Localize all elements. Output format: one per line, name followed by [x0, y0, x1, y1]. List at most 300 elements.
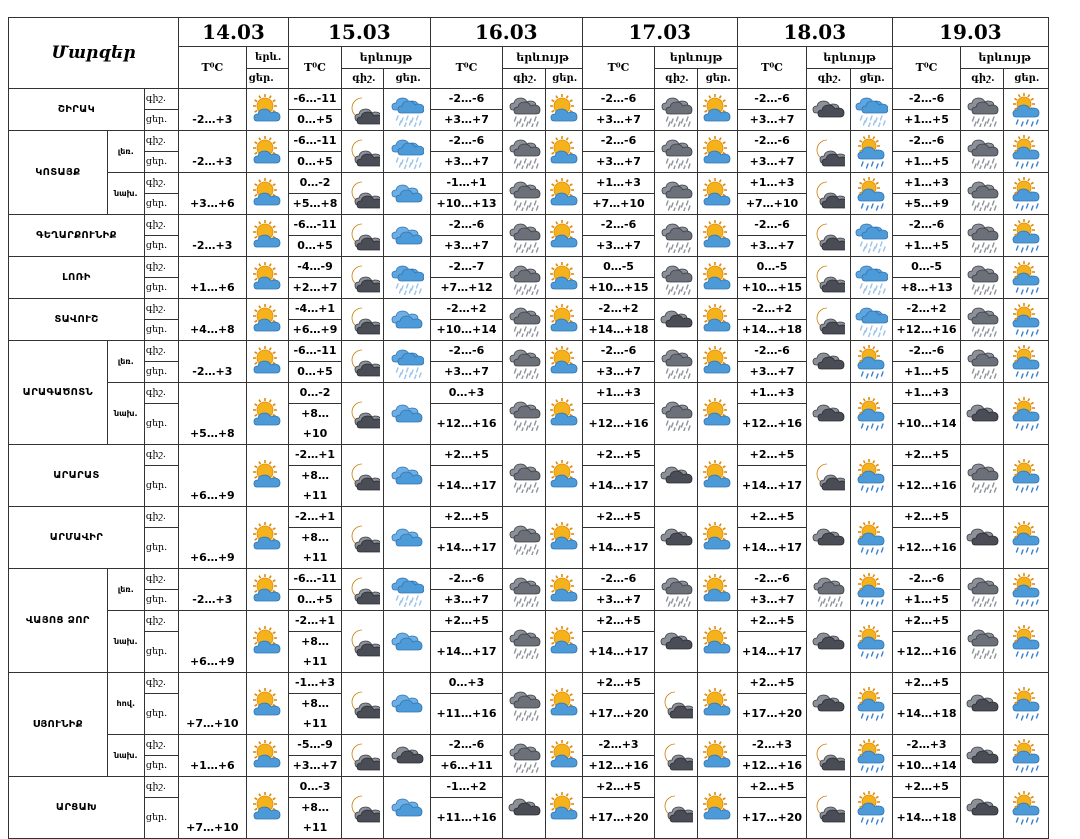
night-temperature: -1…+1 — [430, 173, 502, 194]
region-name: ԱՐՄԱՎԻՐ — [9, 507, 145, 569]
day-temperature: 0…+5 — [288, 236, 341, 257]
night-label: գիշ. — [144, 777, 178, 798]
snow-cloud-icon — [503, 507, 545, 569]
date-header: 19.03 — [892, 18, 1048, 47]
night-temperature: -2…-6 — [737, 131, 806, 152]
day-temperature: +14…+17 — [582, 466, 654, 507]
night-temperature: +1…+3 — [582, 173, 654, 194]
partly-sunny-icon — [246, 257, 288, 299]
night-header: գիշ. — [961, 69, 1003, 89]
day-temperature: +10…+14 — [892, 756, 960, 777]
temp-header: T⁰C — [288, 47, 341, 89]
moon-cloud-icon — [655, 735, 697, 777]
moon-cloud-icon — [807, 173, 850, 215]
night-temperature: +2…+5 — [582, 507, 654, 528]
night-temperature: -2…-6 — [737, 215, 806, 236]
forecast-row — [9, 673, 1049, 694]
day-temperature: +8…+10 — [288, 404, 341, 445]
moon-cloud-icon — [342, 673, 384, 735]
day-temperature: +17…+20 — [737, 798, 806, 839]
snow-cloud-icon — [503, 383, 545, 445]
day-temperature: +12…+16 — [582, 756, 654, 777]
night-temperature: -4…+1 — [288, 299, 341, 320]
forecast-row — [9, 257, 1049, 278]
dark-cloud-icon — [961, 735, 1003, 777]
region-name: ԿՈՏԱՅՔ — [9, 131, 108, 215]
snow-cloud-icon — [503, 131, 545, 173]
night-temperature: -2…-6 — [737, 569, 806, 590]
region-subarea: հով. — [107, 673, 144, 735]
day-temperature: +17…+20 — [582, 694, 654, 735]
day-header: ցեր. — [545, 69, 582, 89]
night-temperature: +1…+3 — [737, 383, 806, 404]
partly-sunny-icon — [246, 445, 288, 507]
forecast-row — [9, 215, 1049, 236]
temperature-value: +6…+9 — [179, 611, 246, 673]
partly-sunny-icon — [697, 777, 737, 839]
night-temperature: -2…+3 — [737, 735, 806, 756]
day-label: ցեր. — [144, 590, 178, 611]
night-temperature: -2…-6 — [582, 341, 654, 362]
day-temperature: +12…+16 — [892, 632, 960, 673]
partly-sunny-icon — [697, 569, 737, 611]
partly-sunny-icon — [697, 257, 737, 299]
night-temperature: -6…-11 — [288, 569, 341, 590]
region-subarea: նախ. — [107, 611, 144, 673]
weather-header: երևույթ — [342, 47, 431, 69]
snow-cloud-icon — [503, 257, 545, 299]
day-header: ցեր. — [384, 69, 430, 89]
sun-rain-icon — [850, 673, 892, 735]
snow-cloud-icon — [961, 173, 1003, 215]
day-temperature: +14…+17 — [737, 466, 806, 507]
moon-cloud-icon — [342, 569, 384, 611]
day-temperature: +14…+17 — [430, 632, 502, 673]
day-temperature: +17…+20 — [582, 798, 654, 839]
sun-rain-icon — [1003, 569, 1048, 611]
day-temperature: +8…+11 — [288, 694, 341, 735]
day-temperature: +3…+7 — [430, 362, 502, 383]
snow-cloud-icon — [961, 257, 1003, 299]
day-header: ցեր. — [697, 69, 737, 89]
temperature-value: -2…+3 — [179, 131, 246, 173]
day-label: ցեր. — [144, 362, 178, 383]
day-temperature: +14…+18 — [582, 320, 654, 341]
dark-cloud-icon — [655, 299, 697, 341]
night-temperature: -6…-11 — [288, 215, 341, 236]
partly-sunny-icon — [697, 341, 737, 383]
moon-cloud-icon — [807, 735, 850, 777]
night-temperature: -2…-6 — [582, 569, 654, 590]
night-header: գիշ. — [342, 69, 384, 89]
night-temperature: -2…-7 — [430, 257, 502, 278]
dark-cloud-icon — [807, 507, 850, 569]
day-temperature: +3…+7 — [582, 110, 654, 131]
night-temperature: 0…-5 — [582, 257, 654, 278]
night-temperature: -2…-6 — [892, 215, 960, 236]
day-temperature: 0…+5 — [288, 152, 341, 173]
day-temperature: +10…+14 — [892, 404, 960, 445]
rain-cloud-icon — [384, 341, 430, 383]
partly-sunny-icon — [246, 777, 288, 839]
temp-header: T⁰C — [892, 47, 960, 89]
night-label: գիշ. — [144, 257, 178, 278]
snow-cloud-icon — [655, 383, 697, 445]
night-temperature: -1…+2 — [430, 777, 502, 798]
temperature-value: +1…+6 — [179, 257, 246, 299]
night-temperature: 0…-2 — [288, 383, 341, 404]
region-name: ԳԵՂԱՐՔՈՒՆԻՔ — [9, 215, 145, 257]
moon-cloud-icon — [342, 215, 384, 257]
night-temperature: -2…-6 — [430, 131, 502, 152]
temperature-value: -2…+3 — [179, 569, 246, 611]
rain-cloud-icon — [384, 569, 430, 611]
region-subarea: նախ. — [107, 735, 144, 777]
rain-cloud-icon — [850, 257, 892, 299]
day-header: ցեր. — [246, 69, 288, 89]
partly-sunny-icon — [545, 341, 582, 383]
blue-cloud-icon — [384, 445, 430, 507]
regions-header: Մարզեր — [9, 18, 179, 89]
day-label: ցեր. — [144, 798, 178, 839]
rain-cloud-icon — [384, 89, 430, 131]
partly-sunny-icon — [697, 735, 737, 777]
partly-sunny-icon — [697, 89, 737, 131]
moon-cloud-icon — [342, 507, 384, 569]
day-temperature: +17…+20 — [737, 694, 806, 735]
sun-rain-icon — [1003, 299, 1048, 341]
temp-header: T⁰C — [179, 47, 246, 89]
region-subarea: լեռ. — [107, 131, 144, 173]
moon-cloud-icon — [655, 777, 697, 839]
partly-sunny-icon — [545, 445, 582, 507]
temp-header: T⁰C — [430, 47, 502, 89]
night-temperature: -2…-6 — [892, 569, 960, 590]
night-label: գիշ. — [144, 299, 178, 320]
partly-sunny-icon — [246, 341, 288, 383]
partly-sunny-icon — [697, 445, 737, 507]
weather-header: երև. — [246, 47, 288, 69]
day-temperature: +10…+14 — [430, 320, 502, 341]
night-temperature: -6…-11 — [288, 341, 341, 362]
forecast-row — [9, 173, 1049, 194]
dark-cloud-icon — [503, 777, 545, 839]
partly-sunny-icon — [545, 215, 582, 257]
day-temperature: +6…+9 — [288, 320, 341, 341]
dark-cloud-icon — [807, 341, 850, 383]
partly-sunny-icon — [697, 299, 737, 341]
forecast-row — [9, 507, 1049, 528]
day-temperature: +14…+17 — [582, 632, 654, 673]
sun-rain-icon — [1003, 341, 1048, 383]
night-temperature: -2…-6 — [430, 569, 502, 590]
night-label: գիշ. — [144, 673, 178, 694]
day-label: ցեր. — [144, 466, 178, 507]
forecast-row — [9, 131, 1049, 152]
temperature-value: +7…+10 — [179, 777, 246, 839]
partly-sunny-icon — [545, 173, 582, 215]
partly-sunny-icon — [545, 673, 582, 735]
sun-rain-icon — [1003, 507, 1048, 569]
moon-cloud-icon — [342, 341, 384, 383]
dark-cloud-icon — [655, 507, 697, 569]
temperature-value: +5…+8 — [179, 383, 246, 445]
night-temperature: +2…+5 — [430, 445, 502, 466]
day-temperature: +5…+9 — [892, 194, 960, 215]
region-name: ԱՐԱՐԱՏ — [9, 445, 145, 507]
day-temperature: +3…+7 — [430, 110, 502, 131]
forecast-row — [9, 569, 1049, 590]
partly-sunny-icon — [697, 507, 737, 569]
sun-rain-icon — [850, 173, 892, 215]
date-header: 15.03 — [288, 18, 430, 47]
night-temperature: 0…-5 — [737, 257, 806, 278]
temperature-value: -2…+3 — [179, 215, 246, 257]
day-label: ցեր. — [144, 152, 178, 173]
day-temperature: +12…+16 — [892, 320, 960, 341]
day-label: ցեր. — [144, 320, 178, 341]
sun-rain-icon — [850, 383, 892, 445]
forecast-row — [9, 735, 1049, 756]
day-temperature: +3…+7 — [430, 152, 502, 173]
night-temperature: +2…+5 — [737, 611, 806, 632]
sun-rain-icon — [1003, 131, 1048, 173]
day-label: ցեր. — [144, 756, 178, 777]
snow-cloud-icon — [961, 299, 1003, 341]
day-label: ցեր. — [144, 404, 178, 445]
night-temperature: -2…-6 — [582, 89, 654, 110]
day-temperature: +3…+7 — [737, 152, 806, 173]
dark-cloud-icon — [961, 673, 1003, 735]
night-temperature: -2…+2 — [737, 299, 806, 320]
day-temperature: +3…+7 — [737, 236, 806, 257]
snow-cloud-icon — [503, 341, 545, 383]
sun-rain-icon — [850, 341, 892, 383]
partly-sunny-icon — [246, 735, 288, 777]
day-temperature: +7…+10 — [737, 194, 806, 215]
day-temperature: +1…+5 — [892, 236, 960, 257]
day-temperature: +3…+7 — [288, 756, 341, 777]
night-label: գիշ. — [144, 131, 178, 152]
night-temperature: +2…+5 — [892, 445, 960, 466]
partly-sunny-icon — [545, 777, 582, 839]
moon-cloud-icon — [342, 131, 384, 173]
night-header: գիշ. — [807, 69, 850, 89]
night-temperature: -2…+3 — [892, 735, 960, 756]
night-temperature: +2…+5 — [582, 777, 654, 798]
moon-cloud-icon — [655, 673, 697, 735]
region-name: ԼՈՌԻ — [9, 257, 145, 299]
region-subarea: լեռ. — [107, 341, 144, 383]
weather-header: երևույթ — [961, 47, 1049, 69]
moon-cloud-icon — [807, 445, 850, 507]
region-name: ՎԱՅՈՑ ՁՈՐ — [9, 569, 108, 673]
snow-cloud-icon — [655, 569, 697, 611]
day-temperature: +3…+7 — [582, 236, 654, 257]
sun-rain-icon — [850, 445, 892, 507]
day-label: ցեր. — [144, 236, 178, 257]
day-temperature: +12…+16 — [737, 404, 806, 445]
weather-header: երևույթ — [655, 47, 738, 69]
night-temperature: 0…+3 — [430, 673, 502, 694]
snow-cloud-icon — [961, 611, 1003, 673]
day-temperature: +10…+15 — [582, 278, 654, 299]
day-temperature: +1…+5 — [892, 590, 960, 611]
moon-cloud-icon — [807, 215, 850, 257]
day-temperature: 0…+5 — [288, 110, 341, 131]
temperature-value: +7…+10 — [179, 673, 246, 735]
sun-rain-icon — [1003, 215, 1048, 257]
rain-cloud-icon — [850, 89, 892, 131]
day-label: ցեր. — [144, 278, 178, 299]
day-temperature: +3…+7 — [737, 362, 806, 383]
day-temperature: +3…+7 — [430, 236, 502, 257]
temp-header: T⁰C — [582, 47, 654, 89]
moon-cloud-icon — [807, 131, 850, 173]
day-temperature: +8…+11 — [288, 632, 341, 673]
partly-sunny-icon — [246, 611, 288, 673]
night-temperature: +2…+5 — [892, 777, 960, 798]
forecast-row — [9, 89, 1049, 110]
day-header: ցեր. — [1003, 69, 1048, 89]
region-name: ՍՅՈՒՆԻՔ — [9, 673, 108, 777]
day-temperature: +3…+7 — [582, 362, 654, 383]
weather-header: երևույթ — [503, 47, 583, 69]
night-temperature: -2…+2 — [892, 299, 960, 320]
day-temperature: +10…+15 — [737, 278, 806, 299]
moon-cloud-icon — [342, 173, 384, 215]
partly-sunny-icon — [246, 569, 288, 611]
night-temperature: +2…+5 — [582, 445, 654, 466]
dark-cloud-icon — [961, 383, 1003, 445]
moon-cloud-icon — [342, 89, 384, 131]
day-temperature: +14…+17 — [430, 528, 502, 569]
moon-cloud-icon — [342, 735, 384, 777]
night-label: գիշ. — [144, 569, 178, 590]
night-label: գիշ. — [144, 341, 178, 362]
forecast-row — [9, 777, 1049, 798]
partly-sunny-icon — [545, 299, 582, 341]
night-temperature: -2…+1 — [288, 445, 341, 466]
partly-sunny-icon — [697, 673, 737, 735]
forecast-row — [9, 299, 1049, 320]
night-temperature: +2…+5 — [737, 507, 806, 528]
day-temperature: +14…+17 — [430, 466, 502, 507]
night-temperature: 0…-5 — [892, 257, 960, 278]
day-label: ցեր. — [144, 694, 178, 735]
night-temperature: +2…+5 — [582, 611, 654, 632]
snow-cloud-icon — [655, 215, 697, 257]
blue-cloud-icon — [384, 673, 430, 735]
sun-rain-icon — [850, 131, 892, 173]
sun-rain-icon — [1003, 735, 1048, 777]
night-temperature: -2…+1 — [288, 507, 341, 528]
sun-rain-icon — [1003, 383, 1048, 445]
day-label: ցեր. — [144, 632, 178, 673]
day-temperature: +14…+17 — [737, 632, 806, 673]
region-name: ՏԱՎՈՒՇ — [9, 299, 145, 341]
day-temperature: +8…+13 — [892, 278, 960, 299]
snow-cloud-icon — [655, 89, 697, 131]
dark-cloud-icon — [807, 673, 850, 735]
dark-cloud-icon — [655, 445, 697, 507]
snow-cloud-icon — [503, 173, 545, 215]
day-temperature: +14…+17 — [737, 528, 806, 569]
forecast-table — [8, 17, 1049, 839]
temperature-value: +4…+8 — [179, 299, 246, 341]
night-temperature: -2…+2 — [430, 299, 502, 320]
sun-rain-icon — [850, 777, 892, 839]
snow-cloud-icon — [503, 89, 545, 131]
night-temperature: +1…+3 — [582, 383, 654, 404]
day-temperature: +12…+16 — [892, 528, 960, 569]
moon-cloud-icon — [342, 445, 384, 507]
snow-cloud-icon — [961, 131, 1003, 173]
sun-rain-icon — [850, 611, 892, 673]
partly-sunny-icon — [697, 611, 737, 673]
partly-sunny-icon — [697, 173, 737, 215]
day-temperature: +14…+17 — [582, 528, 654, 569]
snow-cloud-icon — [503, 735, 545, 777]
day-temperature: +12…+16 — [582, 404, 654, 445]
rain-cloud-icon — [850, 299, 892, 341]
night-temperature: -2…-6 — [430, 215, 502, 236]
night-temperature: +2…+5 — [737, 445, 806, 466]
night-label: գիշ. — [144, 445, 178, 466]
snow-cloud-icon — [655, 173, 697, 215]
sun-rain-icon — [1003, 257, 1048, 299]
day-temperature: +3…+7 — [430, 590, 502, 611]
moon-cloud-icon — [807, 257, 850, 299]
night-temperature: 0…-3 — [288, 777, 341, 798]
partly-sunny-icon — [545, 611, 582, 673]
partly-sunny-icon — [246, 673, 288, 735]
partly-sunny-icon — [545, 383, 582, 445]
snow-cloud-icon — [503, 673, 545, 735]
night-temperature: -2…+1 — [288, 611, 341, 632]
moon-cloud-icon — [342, 383, 384, 445]
day-temperature: +11…+16 — [430, 694, 502, 735]
day-temperature: +1…+5 — [892, 362, 960, 383]
night-header: գիշ. — [655, 69, 697, 89]
partly-sunny-icon — [697, 215, 737, 257]
region-name: ԱՐԱԳԱԾՈՏՆ — [9, 341, 108, 445]
sun-rain-icon — [1003, 611, 1048, 673]
temperature-value: +6…+9 — [179, 507, 246, 569]
region-name: ԱՐՑԱԽ — [9, 777, 145, 839]
sun-rain-icon — [850, 569, 892, 611]
partly-sunny-icon — [246, 173, 288, 215]
snow-cloud-icon — [807, 569, 850, 611]
region-name: ՇԻՐԱԿ — [9, 89, 145, 131]
night-temperature: -2…-6 — [430, 89, 502, 110]
night-temperature: +2…+5 — [892, 507, 960, 528]
day-temperature: +1…+5 — [892, 152, 960, 173]
night-temperature: -2…-6 — [737, 89, 806, 110]
night-label: գիշ. — [144, 735, 178, 756]
sun-rain-icon — [850, 735, 892, 777]
day-temperature: +1…+5 — [892, 110, 960, 131]
rain-cloud-icon — [384, 131, 430, 173]
snow-cloud-icon — [655, 341, 697, 383]
rain-cloud-icon — [850, 215, 892, 257]
temperature-value: +1…+6 — [179, 735, 246, 777]
day-temperature: +14…+18 — [892, 694, 960, 735]
night-temperature: +2…+5 — [737, 673, 806, 694]
snow-cloud-icon — [961, 89, 1003, 131]
rain-cloud-icon — [384, 257, 430, 299]
night-label: գիշ. — [144, 507, 178, 528]
